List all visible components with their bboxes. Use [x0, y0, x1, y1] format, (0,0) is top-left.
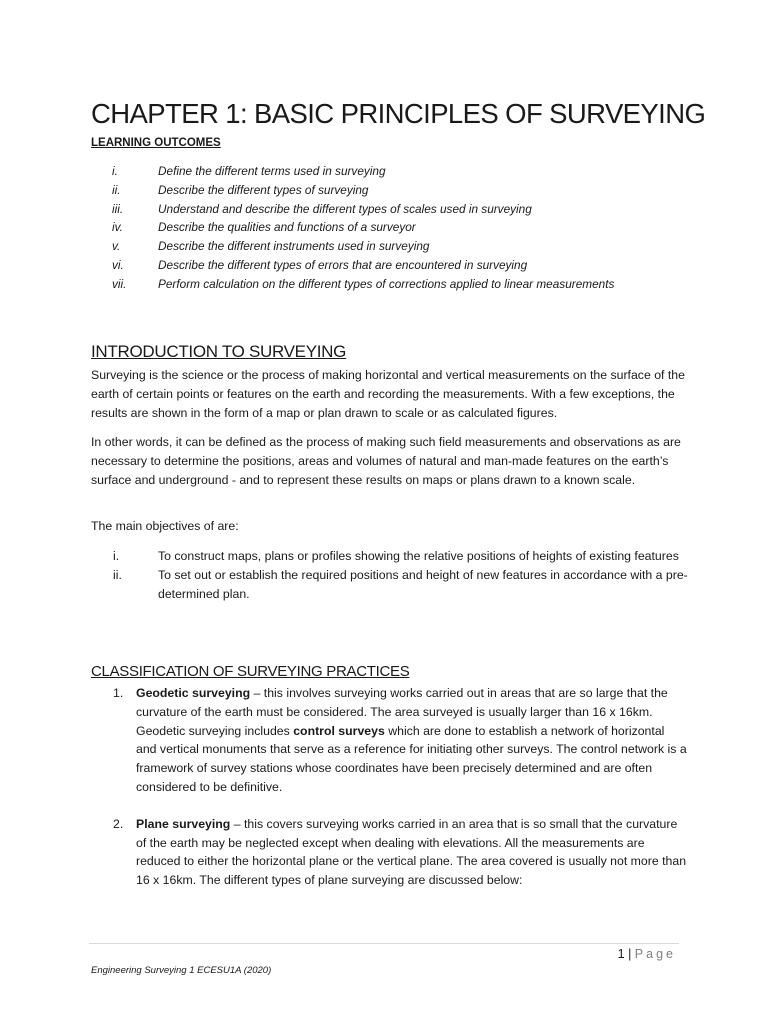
page-number — [618, 946, 676, 962]
list-number: 1. — [113, 686, 124, 700]
list-numeral: vii. — [112, 276, 127, 291]
footer-divider — [89, 943, 679, 944]
list-text: Perform calculation on the different types of corrections applied to linear measurements — [158, 276, 615, 291]
list-numeral: iii. — [112, 201, 124, 216]
term-plane: Plane surveying — [136, 816, 231, 831]
list-numeral: ii. — [113, 567, 122, 582]
introduction-heading: INTRODUCTION TO SURVEYING — [91, 342, 347, 361]
list-item — [0, 200, 768, 219]
list-item — [0, 218, 768, 237]
introduction-paragraph-1: Surveying is the science or the process of making horizontal and vertical measurements on the surface of the earth of certain points or features on the earth and recording the measurements. With a few exceptions, the results are shown in the form of a map or plan drawn to scale or as calculated figures. — [91, 368, 685, 420]
list-numeral: i. — [112, 164, 118, 178]
list-numeral: i. — [113, 549, 120, 563]
list-numeral: v. — [112, 239, 121, 254]
page-number-value: 1 — [617, 947, 625, 961]
introduction-paragraph-2: In other words, it can be defined as the process of making such field measurements and observations as are necessary to determine the positions, areas and volumes of natural and man-made features on the earth’s surface and underground - and to represent these results on maps or plans drawn to a known scale. — [91, 435, 681, 487]
term-geodetic: Geodetic surveying — [136, 686, 251, 700]
list-item — [0, 815, 768, 890]
list-text: To construct maps, plans or profiles showing the relative positions of heights of existing features — [158, 549, 679, 563]
list-numeral: ii. — [112, 182, 121, 197]
footer-course: Engineering Surveying 1 ECESU1A (2020) — [91, 965, 272, 976]
list-text: Describe the different types of errors that are encountered in surveying — [158, 257, 528, 272]
classification-list — [0, 684, 768, 890]
list-item — [0, 684, 768, 797]
list-text: Understand and describe the different types of scales used in surveying — [158, 201, 532, 216]
page-separator: | — [628, 947, 632, 961]
list-numeral: iv. — [112, 220, 123, 235]
term-control-surveys: control surveys — [293, 723, 385, 738]
list-item — [0, 162, 768, 181]
text-segment: – this covers surveying works carried in an area that is so small that the curvature of the earth may be neglected except when dealing with elevations. All the measurements are reduced to either the horizontal plane or the vertical plane. The area covered is usually not more than 16 x 16km. The different types of plane surveying are discussed below: — [136, 816, 687, 888]
list-text: Describe the different types of surveying — [158, 182, 369, 197]
list-text: Describe the different instruments used in surveying — [158, 239, 430, 254]
list-text — [136, 684, 688, 797]
list-number: 2. — [113, 816, 124, 831]
objectives-intro: The main objectives of are: — [91, 519, 239, 533]
list-numeral: vi. — [112, 257, 124, 272]
objectives-list — [0, 547, 768, 603]
learning-outcomes-list — [0, 162, 768, 294]
text-segment: which are done to establish a network of horizontal and vertical monuments that serve as a reference for initiating other surveys. The control network is a framework of survey stations whose coordinates have been precisely determined and are often considered to be definitive. — [136, 723, 687, 794]
list-item — [0, 547, 768, 566]
chapter-title: CHAPTER 1: BASIC PRINCIPLES OF SURVEYING — [91, 98, 706, 129]
list-text: Define the different terms used in surveying — [158, 164, 386, 178]
page-label: Page — [634, 947, 676, 961]
text-segment: – this involves surveying works carried out in areas that are so large that the curvature of the earth must be considered. The area surveyed is usually larger than 16 x 16km. Geodetic surveying includes — [136, 686, 668, 738]
list-item — [0, 181, 768, 200]
list-item — [0, 237, 768, 256]
list-item — [0, 275, 768, 294]
list-item — [0, 256, 768, 275]
list-text — [136, 815, 688, 890]
list-text: To set out or establish the required positions and height of new features in accordance with a pre-determined plan. — [158, 567, 688, 601]
list-text: Describe the qualities and functions of a surveyor — [158, 220, 416, 235]
list-item — [0, 566, 768, 604]
classification-heading: CLASSIFICATION OF SURVEYING PRACTICES — [91, 663, 410, 680]
learning-outcomes-heading: LEARNING OUTCOMES — [91, 137, 221, 149]
